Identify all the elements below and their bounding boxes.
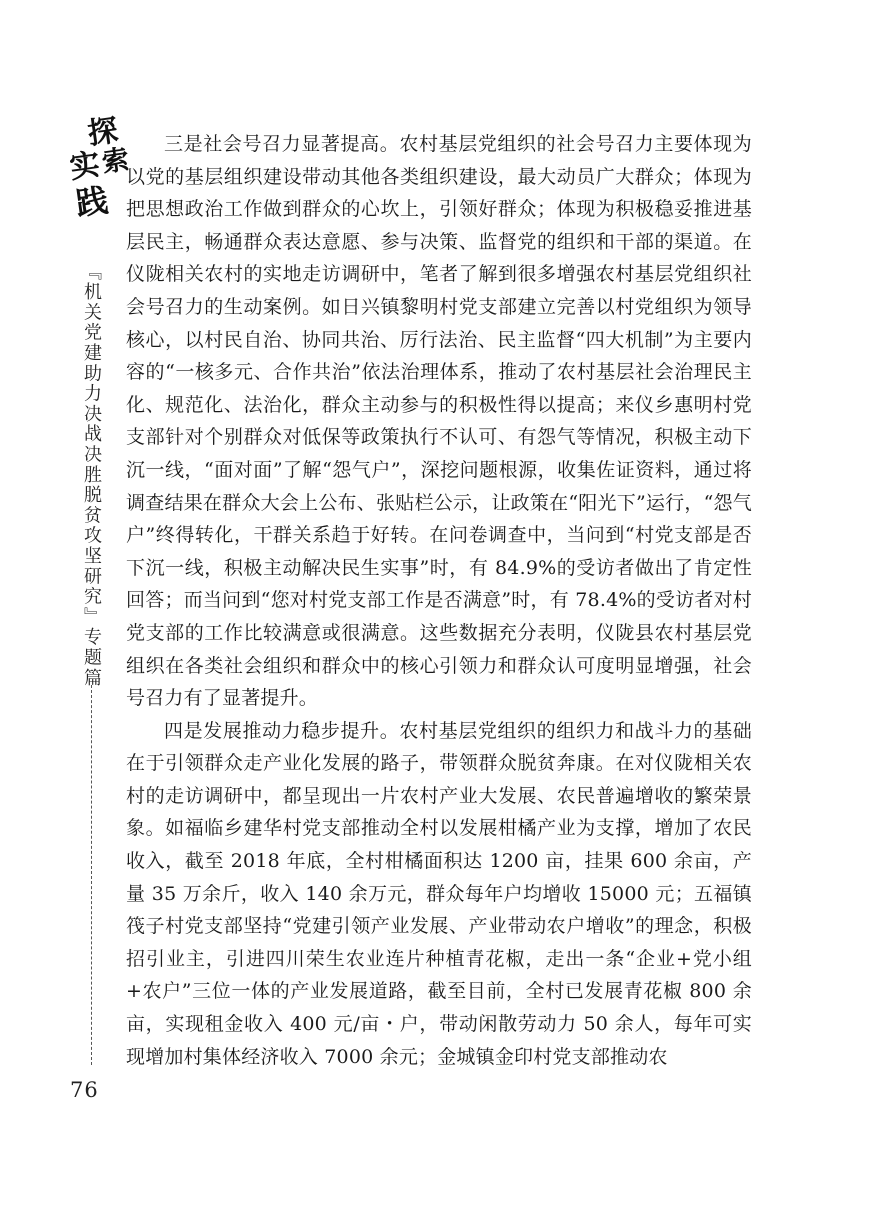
brand-char: 践: [73, 180, 111, 224]
brand-char: 索: [99, 144, 132, 179]
main-body: [126, 128, 752, 1073]
margin-dashed-divider: [91, 685, 92, 1065]
body-paragraph: 四是发展推动力稳步提升。农村基层党组织的组织力和战斗力的基础在于引领群众走产业化发展的路子，带领群众脱贫奔康。在对仪陇相关农村的走访调研中，都呈现出一片农村产业大发展、农民普遍增收的繁荣景象。如福临乡建华村党支部推动全村以发展柑橘产业为支撑，增加了农民收入，截至 2018 年底，全村柑橘面积达 1200 亩，挂果 600 余亩，产量 35 万余斤，收入 140 余万元，群众每年户均增收 15000 元；五福镇筏子村党支部坚持“党建引领产业发展、产业带动农户增收”的理念，积极招引业主，引进四川荣生农业连片种植青花椒，走出一条“企业+党小组+农户”三位一体的产业发展道路，截至目前，全村已发展青花椒 800 余亩，实现租金收入 400 元/亩・户，带动闲散劳动力 50 余人，每年可实现增加村集体经济收入 7000 余元；金城镇金印村党支部推动农: [126, 719, 752, 1068]
page-number: 76: [70, 1078, 99, 1102]
brand-char: 实: [67, 147, 103, 186]
brand-char: 探: [85, 113, 121, 152]
side-book-title: 『机关党建助力决战决胜脱贫攻坚研究』专题篇: [81, 262, 102, 689]
brand-logo: [67, 113, 132, 228]
body-paragraph: 三是社会号召力显著提高。农村基层党组织的社会号召力主要体现为以党的基层组织建设带动其他各类组织建设，最大动员广大群众；体现为把思想政治工作做到群众的心坎上，引领好群众；体现为积极稳妥推进基层民主，畅通群众表达意愿、参与决策、监督党的组织和干部的渠道。在仪陇相关农村的实地走访调研中，笔者了解到很多增强农村基层党组织社会号召力的生动案例。如日兴镇黎明村党支部建立完善以村党组织为领导核心，以村民自治、协同共治、厉行法治、民主监督“四大机制”为主要内容的“一核多元、合作共治”依法治理体系，推动了农村基层社会治理民主化、规范化、法治化，群众主动参与的积极性得以提高；来仪乡惠明村党支部针对个别群众对低保等政策执行不认可、有怨气等情况，积极主动下沉一线，“面对面”了解“怨气户”，深挖问题根源，收集佐证资料，通过将调查结果在群众大会上公布、张贴栏公示，让政策在“阳光下”运行，“怨气户”终得转化，干群关系趋于好转。在问卷调查中，当问到“村党支部是否下沉一线，积极主动解决民生实事”时，有 84.9%的受访者做出了肯定性回答；而当问到“您对村党支部工作是否满意”时，有 78.4%的受访者对村党支部的工作比较满意或很满意。这些数据充分表明，仪陇县农村基层党组织在各类社会组织和群众中的核心引领力和群众认可度明显增强，社会号召力有了显著提升。: [126, 133, 752, 710]
